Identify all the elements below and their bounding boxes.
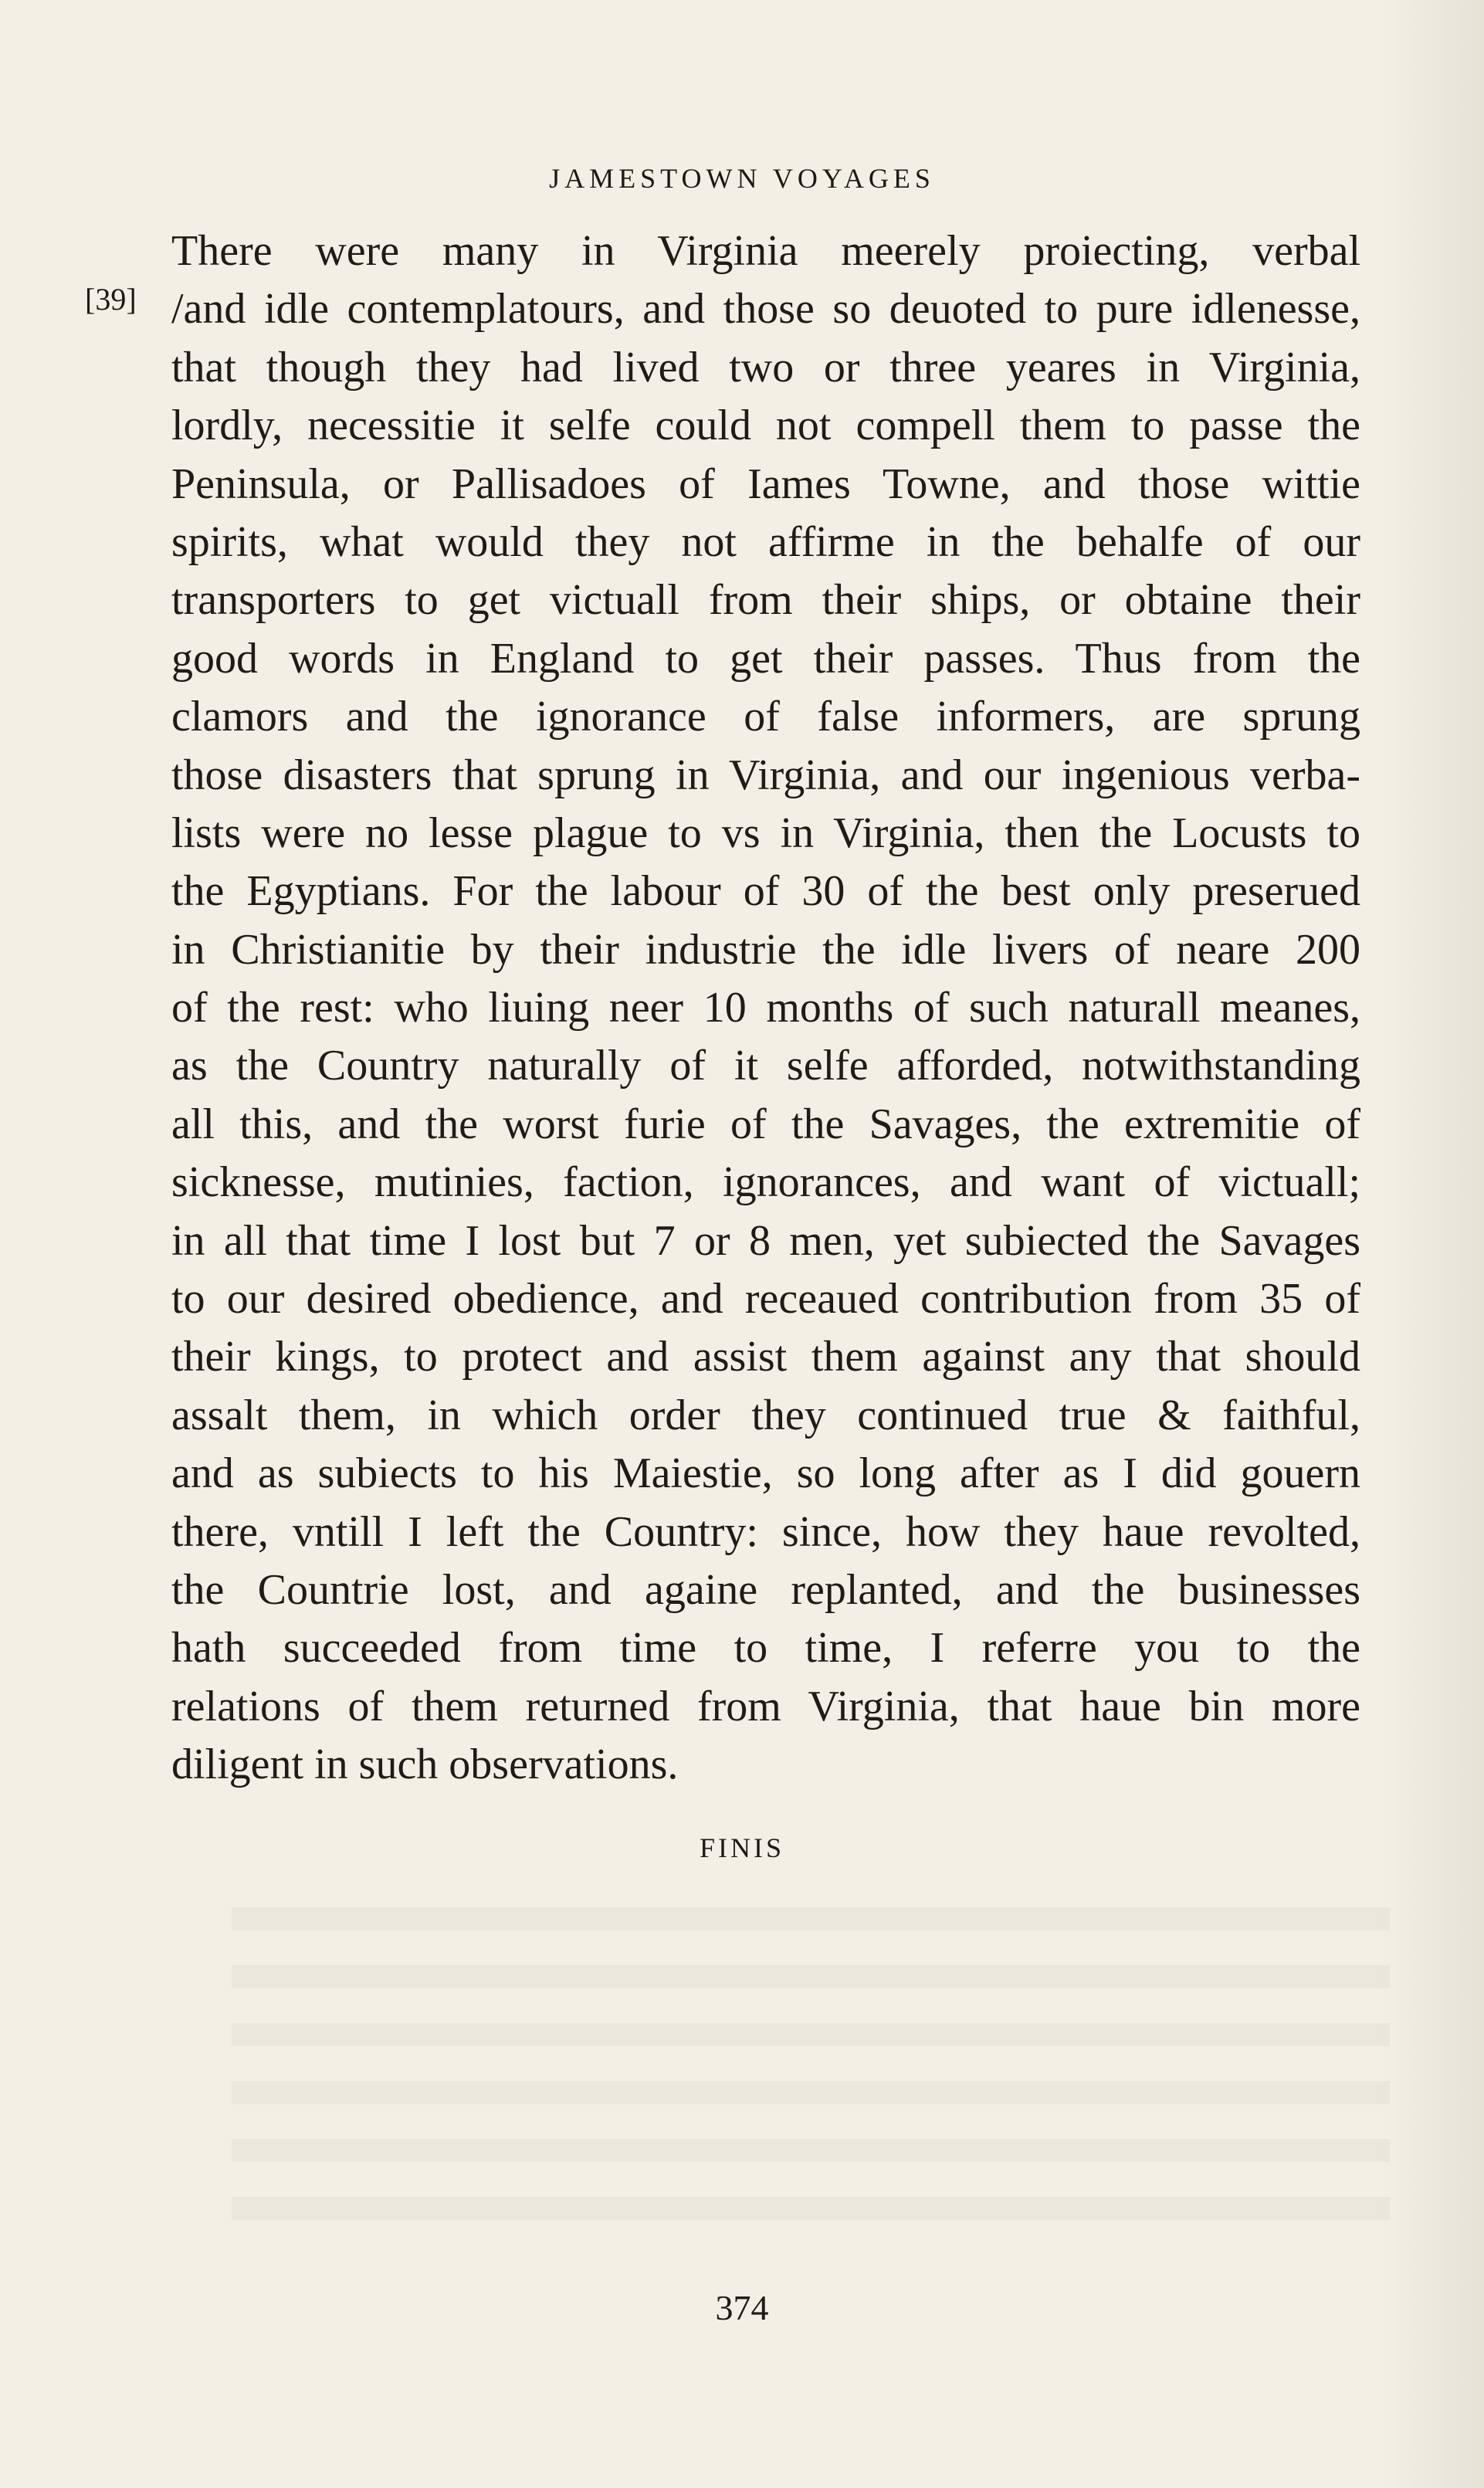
text-line: spirits, what would they not affirme in the behalfe of our [171,517,1360,566]
show-through-texture [232,1907,1390,2232]
text-line: all this, and the worst furie of the Savages, the extremitie of [171,1100,1360,1148]
text-line: the Countrie lost, and againe replanted, and the businesses [171,1565,1360,1614]
text-line: clamors and the ignorance of false informers, are sprung [171,693,1360,741]
text-line: those disasters that sprung in Virginia, and our ingenious verba- [171,751,1360,799]
text-line: relations of them returned from Virginia, that haue bin more [171,1682,1360,1730]
text-line: There were many in Virginia meerely proiecting, verbal [171,227,1360,275]
text-line: assalt them, in which order they continued true & faithful, [171,1391,1360,1439]
text-line: lordly, necessitie it selfe could not compell them to passe the [171,402,1360,450]
body-text [171,222,1360,1795]
finis-mark: FINIS [699,1832,785,1863]
text-line: in Christianitie by their industrie the idle livers of neare 200 [171,925,1360,974]
marginal-page-marker: [39] [85,282,137,317]
text-line: of the rest: who liuing neer 10 months of such naturall meanes, [171,984,1360,1032]
text-line: sicknesse, mutinies, faction, ignorances, and want of victuall; [171,1158,1360,1207]
page-number: 374 [715,2288,769,2327]
text-line: Peninsula, or Pallisadoes of Iames Towne, and those wittie [171,459,1360,508]
text-line: as the Country naturally of it selfe afforded, notwithstanding [171,1042,1360,1090]
text-line: good words in England to get their passes. Thus from the [171,634,1360,683]
text-line: to our desired obedience, and receaued contribution from 35 of [171,1275,1360,1324]
text-line: /and idle contemplatours, and those so deuoted to pure idlenesse, [171,285,1360,334]
text-line: transporters to get victuall from their ships, or obtaine their [171,576,1360,625]
text-line: their kings, to protect and assist them against any that should [171,1333,1360,1381]
text-line: in all that time I lost but 7 or 8 men, yet subiected the Savages [171,1216,1360,1265]
text-line: lists were no lesse plague to vs in Virginia, then the Locusts to [171,808,1360,857]
text-line: hath succeeded from time to time, I referre you to the [171,1624,1360,1673]
running-head: JAMESTOWN VOYAGES [549,163,935,194]
text-line: diligent in such observations. [171,1741,679,1789]
text-line: that though they had lived two or three yeares in Virginia, [171,343,1360,392]
text-line: there, vntill I left the Country: since, how they haue revolted, [171,1507,1360,1556]
text-line: and as subiects to his Maiestie, so long after as I did gouern [171,1449,1360,1498]
text-line: the Egyptians. For the labour of 30 of the best only preserued [171,867,1360,916]
